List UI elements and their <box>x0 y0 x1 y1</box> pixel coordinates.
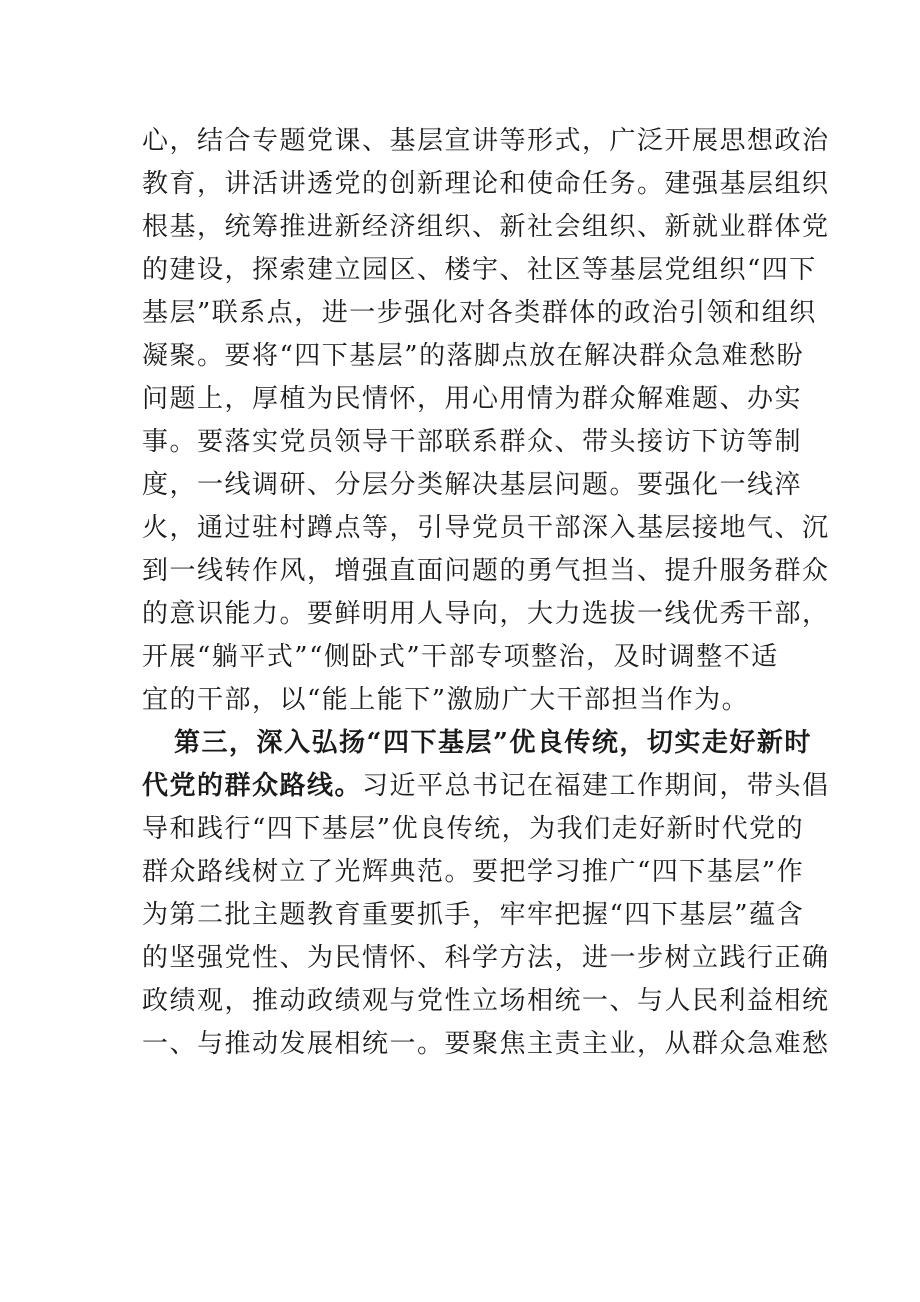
body-line: 开展“躺平式”“侧卧式”干部专项整治，及时调整不适 <box>142 642 779 672</box>
body-line: 政绩观，推动政绩观与党性立场相统一、与人民利益相统 <box>142 986 830 1016</box>
body-line: 基层”联系点，进一步强化对各类群体的政治引领和组织 <box>142 298 817 328</box>
body-line: 群众路线树立了光辉典范。要把学习推广“四下基层”作 <box>142 857 805 887</box>
body-line: 事。要落实党员领导干部联系群众、带头接访下访等制 <box>142 427 803 457</box>
body-line: 教育，讲活讲透党的创新理论和使命任务。建强基层组织 <box>142 169 830 199</box>
body-line: 的坚强党性、为民情怀、科学方法，进一步树立践行正确 <box>142 943 830 973</box>
section-heading-continuation <box>142 769 830 803</box>
body-line: 凝聚。要将“四下基层”的落脚点放在解决群众急难愁盼 <box>142 341 805 371</box>
body-line: 为第二批主题教育重要抓手，牢牢把握“四下基层”蕴含 <box>142 900 805 930</box>
body-line: 根基，统筹推进新经济组织、新社会组织、新就业群体党 <box>142 212 830 242</box>
body-line: 问题上，厚植为民情怀，用心用情为群众解难题、办实 <box>142 384 803 414</box>
body-line: 度，一线调研、分层分类解决基层问题。要强化一线淬 <box>142 470 803 500</box>
body-line: 宜的干部，以“能上能下”激励广大干部担当作为。 <box>142 685 750 715</box>
body-line: 火，通过驻村蹲点等，引导党员干部深入基层接地气、沉 <box>142 513 830 543</box>
body-line: 导和践行“四下基层”优良传统，为我们走好新时代党的 <box>142 814 805 844</box>
section-heading: 第三，深入弘扬“四下基层”优良传统，切实走好新时 <box>174 728 812 758</box>
body-line: 的意识能力。要鲜明用人导向，大力选拔一线优秀干部， <box>142 599 830 629</box>
body-text: 习近平总书记在福建工作期间，带头倡 <box>362 771 830 801</box>
section-heading-tail: 代党的群众路线。 <box>142 771 363 801</box>
body-line: 的建设，探索建立园区、楼宇、社区等基层党组织“四下 <box>142 255 817 285</box>
body-line: 到一线转作风，增强直面问题的勇气担当、提升服务群众 <box>142 556 830 586</box>
body-line: 心，结合专题党课、基层宣讲等形式，广泛开展思想政治 <box>142 126 830 156</box>
body-line: 一、与推动发展相统一。要聚焦主责主业，从群众急难愁 <box>142 1029 830 1059</box>
